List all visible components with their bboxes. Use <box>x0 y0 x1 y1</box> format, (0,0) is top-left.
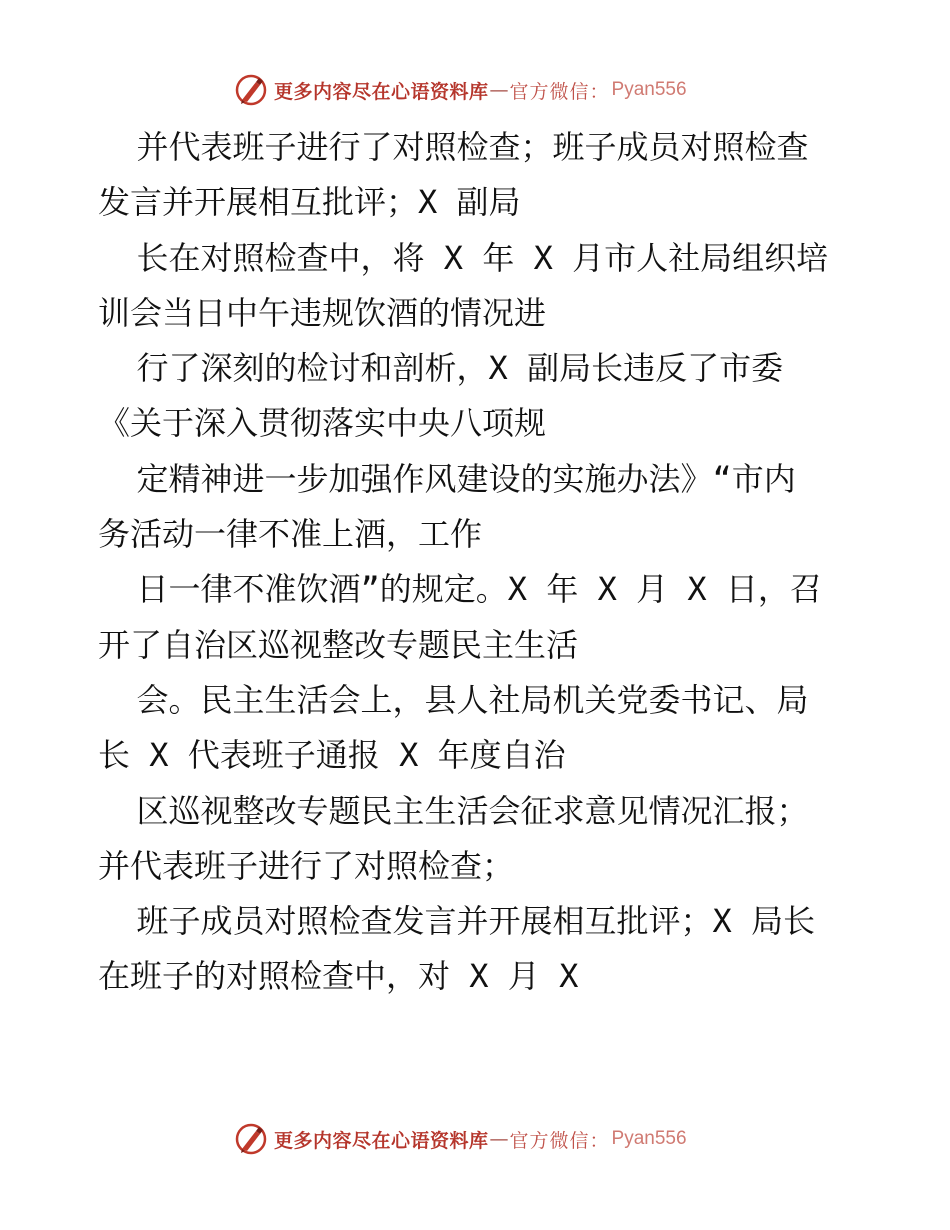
document-line: 长在对照检查中，将 X 年 X 月市人社局组织培 <box>98 238 829 277</box>
banner-wechat-id: Pyan556 <box>611 79 687 100</box>
document-line: 务活动一律不准上酒，工作 <box>98 515 483 554</box>
pen-logo-icon <box>234 1122 268 1156</box>
footer-banner <box>234 1121 687 1157</box>
document-line: 会。民主生活会上，县人社局机关党委书记、局 <box>98 680 809 719</box>
header-banner <box>234 72 687 108</box>
document-line: 行了深刻的检讨和剖析，X 副局长违反了市委 <box>98 349 784 388</box>
banner-main-text: 更多内容尽在心语资料库 <box>274 80 489 103</box>
document-line: 发言并开展相互批评；X 副局 <box>98 183 521 222</box>
banner-dash: — <box>489 79 509 101</box>
document-line: 并代表班子进行了对照检查；班子成员对照检查 <box>98 128 809 166</box>
document-line: 《关于深入贯彻落实中央八项规 <box>98 404 547 443</box>
banner-dash: — <box>489 1128 509 1150</box>
document-line: 在班子的对照检查中，对 X 月 X <box>98 957 579 996</box>
document-line: 定精神进一步加强作风建设的实施办法》“市内 <box>98 459 796 498</box>
document-line: 区巡视整改专题民主生活会征求意见情况汇报； <box>98 791 809 830</box>
document-line: 并代表班子进行了对照检查； <box>98 846 515 885</box>
document-line: 长 X 代表班子通报 X 年度自治 <box>98 736 566 775</box>
banner-main-text: 更多内容尽在心语资料库 <box>274 1129 489 1152</box>
document-body <box>98 120 858 1005</box>
banner-wechat-id: Pyan556 <box>611 1128 687 1149</box>
document-line: 日一律不准饮酒”的规定。X 年 X 月 X 日，召 <box>98 570 822 609</box>
document-line: 开了自治区巡视整改专题民主生活 <box>98 625 579 664</box>
document-line: 班子成员对照检查发言并开展相互批评；X 局长 <box>98 902 816 941</box>
pen-logo-icon <box>234 73 268 107</box>
document-line: 训会当日中午违规饮酒的情况进 <box>98 293 547 332</box>
banner-wechat-label: 官方微信： <box>509 1129 610 1152</box>
banner-wechat-label: 官方微信： <box>509 80 610 103</box>
